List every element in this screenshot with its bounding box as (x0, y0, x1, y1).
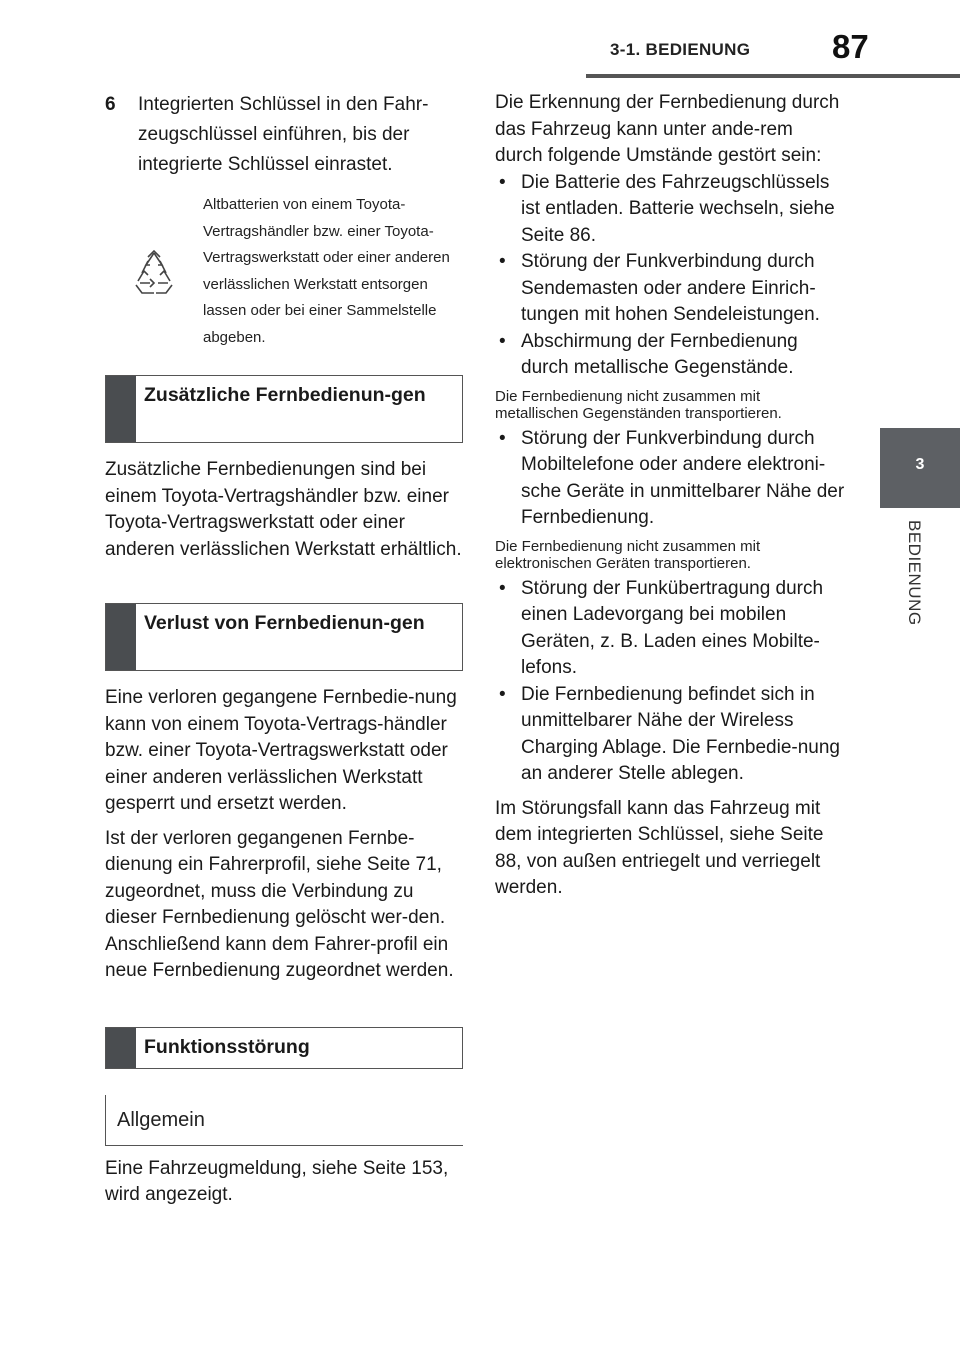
list-item (495, 576, 845, 682)
paragraph: Die Erkennung der Fernbedienung durch das Fahrzeug kann unter ande-rem durch folgende Umstände gestört sein: (495, 92, 840, 166)
heading-funktionsstoerung (105, 1027, 463, 1069)
heading-text: Zusätzliche Fernbedienun-gen (144, 384, 426, 406)
paragraph: Im Störungsfall kann das Fahrzeug mit dem integrierten Schlüssel, siehe Seite 88, von außen entriegelt und verriegelt werden. (495, 797, 824, 898)
heading-text: Verlust von Fernbedienun-gen (144, 612, 425, 634)
bullet-dot: • (499, 683, 506, 705)
recycle-text: Altbatterien von einem Toyota-Vertragshändler bzw. einer Toyota-Vertragswerkstatt oder einer anderen verlässlichen Werkstatt entsorgen lassen oder bei einer Sammelstelle abgeben. (203, 196, 450, 346)
list-item-text: Störung der Funkübertragung durch einen Ladevorgang bei mobilen Geräten, z. B. Laden eines Mobilte-lefons. (521, 577, 824, 678)
list-item-text: Störung der Funkverbindung durch Sendemasten oder andere Einrich-tungen mit hohen Sendeleistungen. (521, 251, 820, 325)
bullet-dot: • (499, 427, 506, 449)
chapter-number: 3 (915, 456, 925, 473)
list-item-text: Störung der Funkverbindung durch Mobiltelefone oder andere elektroni-sche Geräte in unmittelbarer Nähe der Fernbedienung. (521, 427, 845, 528)
list-item-text: Die Fernbedienung befindet sich in unmittelbarer Nähe der Wireless Charging Ablage. Die Fernbedie-nung an anderer Stelle ablegen. (521, 683, 840, 784)
list-item (495, 170, 845, 250)
paragraph: Ist der verloren gegangenen Fernbe-dienung ein Fahrerprofil, siehe Seite 71, zugeordnet, muss die Verbindung zu dieser Fernbedienung gelöscht wer-den. Anschließend kann dem Fahrer-profil ein neue Fernbedienung zugeordnet werden. (105, 827, 454, 981)
bullet-dot: • (499, 577, 506, 599)
heading-text: Funktionsstörung (144, 1035, 310, 1058)
heading-verlust (105, 603, 463, 671)
recycle-note (105, 192, 463, 351)
list-item (495, 329, 845, 382)
right-column (495, 90, 845, 902)
note: Die Fernbedienung nicht zusammen mit metallischen Gegenständen transportieren. (495, 387, 782, 422)
list-item-text: Die Batterie des Fahrzeugschlüssels ist entladen. Batterie wechseln, siehe Seite 86. (521, 171, 835, 246)
section-title: 3-1. BEDIENUNG (610, 40, 751, 59)
list-item (495, 682, 845, 788)
step-text: Integrierten Schlüssel in den Fahr-zeugschlüssel einführen, bis der integrierte Schlüssel einrastet. (138, 94, 429, 175)
bullet-dot: • (499, 171, 506, 193)
chapter-label: BEDIENUNG (905, 520, 924, 626)
list-item (495, 249, 845, 329)
subheading-allgemein (105, 1095, 463, 1146)
bullet-dot: • (499, 251, 506, 272)
header-rule (586, 74, 960, 78)
step-item (105, 90, 463, 180)
paragraph: Eine verloren gegangene Fernbedie-nung kann von einem Toyota-Vertrags-händler bzw. einer Toyota-Vertragswerkstatt oder einer anderen verlässlichen Werkstatt gesperrt und ersetzt werden. (105, 687, 457, 814)
left-column (105, 90, 463, 1209)
chapter-tab[interactable] (880, 428, 960, 508)
heading-zusaetzliche (105, 375, 463, 443)
list-item-text: Abschirmung der Fernbedienung durch metallische Gegenstände. (521, 330, 798, 378)
heading-bar (106, 376, 136, 442)
list-item (495, 426, 845, 532)
paragraph: Eine Fahrzeugmeldung, siehe Seite 153, wird angezeigt. (105, 1157, 449, 1205)
note: Die Fernbedienung nicht zusammen mit elektronischen Geräten transportieren. (495, 537, 761, 572)
step-number: 6 (105, 94, 116, 115)
heading-bar (106, 1028, 136, 1068)
subheading-text: Allgemein (117, 1108, 205, 1131)
heading-bar (106, 604, 136, 670)
recycle-icon (105, 192, 203, 351)
bullet-dot: • (499, 330, 506, 352)
page-number: 87 (832, 28, 869, 65)
paragraph: Zusätzliche Fernbedienungen sind bei einem Toyota-Vertragshändler bzw. einer Toyota-Vertragswerkstatt oder einer anderen verlässlichen Werkstatt erhältlich. (105, 459, 462, 560)
